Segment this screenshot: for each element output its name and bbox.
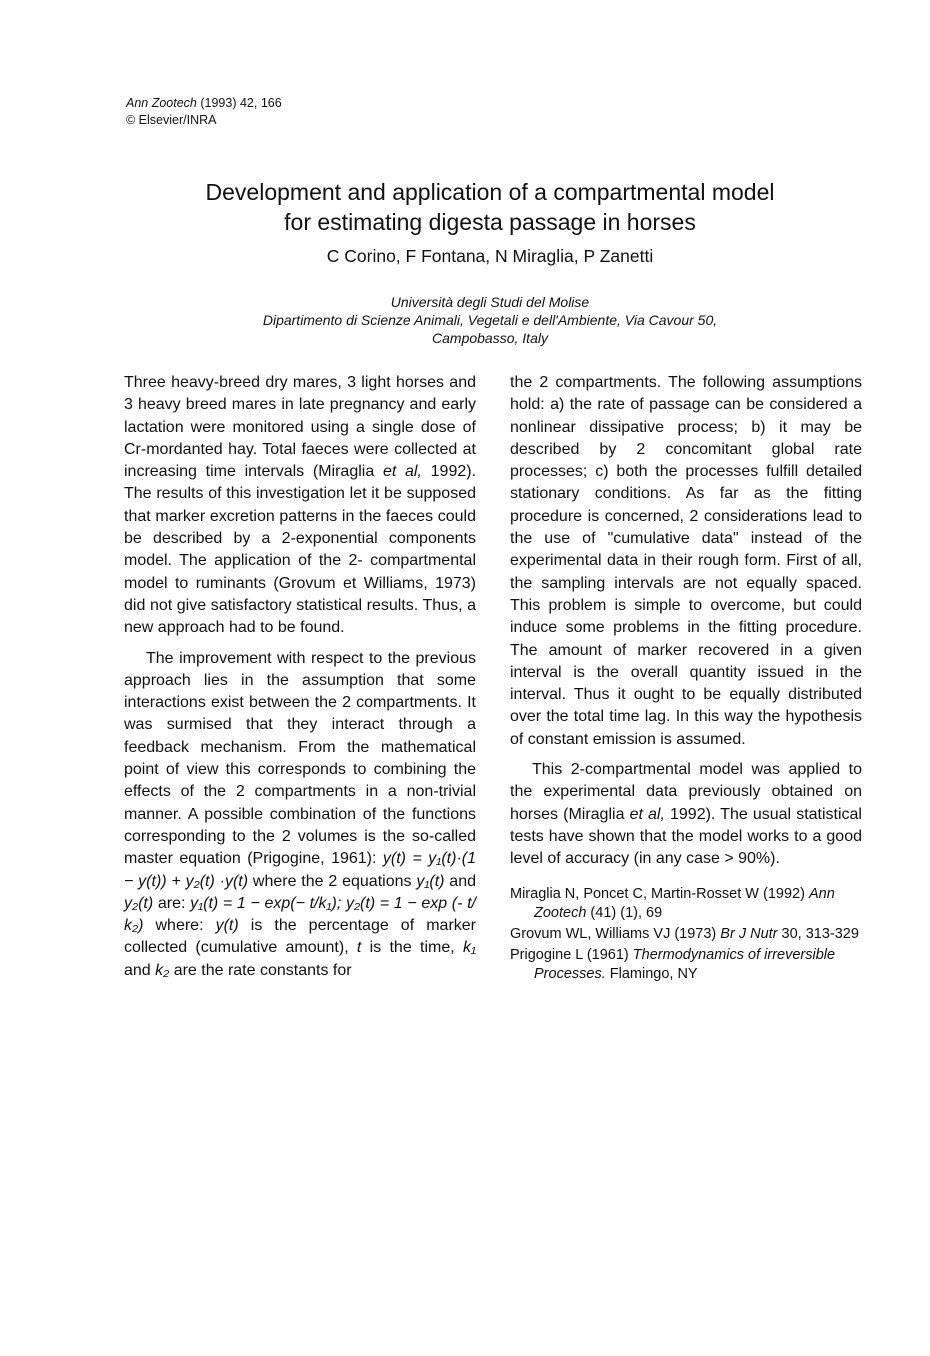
- text: Prigogine L (1961): [510, 946, 633, 963]
- equation-symbol: k₁: [462, 939, 476, 957]
- equation-symbol: y₁(t): [416, 872, 445, 890]
- text: where:: [143, 917, 216, 935]
- paragraph-methods: [124, 372, 476, 640]
- title-line-1: Development and application of a compartmental model: [205, 179, 775, 206]
- text: 30, 313-329: [777, 925, 859, 942]
- et-al: et al,: [382, 463, 422, 481]
- copyright-line: © Elsevier/INRA: [126, 113, 217, 127]
- text: The improvement with respect to the previous approach lies in the assumption that some interactions exist between the 2 compartments. It was surmised that they interact through a feedback mechanism. From the mathematical point of view this corresponds to combining the effects of the 2 compartments in a non-trivial manner. A possible combination of the functions corresponding to the 2 volumes is the so-called master equation (Prigogine, 1961):: [124, 649, 476, 868]
- text: and: [444, 872, 476, 890]
- text: Flamingo, NY: [605, 965, 698, 982]
- text: is the percentage of marker collected (cumulative amount),: [124, 917, 476, 957]
- master-equation: y(t) = y₁(t)·(1 − y(t)) + y₂(t) ·y(t): [124, 850, 476, 890]
- text: Three heavy-breed dry mares, 3 light horses and 3 heavy breed mares in late pregnancy and early lactation were monitored using a single dose of Cr-mordanted hay. Total faeces were collected at increasing time intervals (Miraglia: [124, 374, 476, 481]
- text: and: [124, 961, 156, 979]
- title-line-2: for estimating digesta passage in horses: [284, 209, 696, 236]
- journal-name: Ann Zootech: [126, 96, 197, 110]
- text: Grovum WL, Williams VJ (1973): [510, 925, 721, 942]
- citation-line: [126, 95, 282, 112]
- reference-source: Ann Zootech: [534, 885, 835, 921]
- reference-item: [510, 885, 862, 923]
- equation-symbol: k₂: [155, 961, 170, 979]
- text: 1992). The usual statistical tests have shown that the model works to a good level of accuracy (in any case > 90%).: [510, 805, 862, 868]
- paragraph-model: [124, 648, 476, 982]
- author-list: C Corino, F Fontana, N Miraglia, P Zanetti: [326, 246, 654, 266]
- affiliation-line-1: Università degli Studi del Molise: [390, 294, 590, 310]
- right-column: [510, 372, 862, 986]
- journal-citation: (1993) 42, 166: [196, 96, 282, 110]
- equation-symbol: t: [356, 939, 362, 957]
- affiliation: [90, 293, 890, 347]
- left-column: [124, 372, 476, 982]
- component-equations: y₁(t) = 1 − exp(− t/k₁); y₂(t) = 1 − exp (- t/ k₂): [124, 894, 477, 935]
- reference-source: Thermodynamics of irreversible Processes.: [534, 946, 836, 982]
- paragraph-assumptions: the 2 compartments. The following assumptions hold: a) the rate of passage can be considered a nonlinear dissipative process; b) it may be described by 2 concomitant global rate processes; c) both the processes fulfill detailed stationary conditions. As far as the fitting procedure is concerned, 2 considerations lead to the use of "cumulative data" instead of the experimental data in their rough form. First of all, the sampling intervals are not equally spaced. This problem is simple to overcome, but could induce some problems in the fitting procedure. The amount of marker recovered in a given interval is the overall quantity issued in the interval. Thus it ought to be equally distributed over the total time lag. In this way the hypothesis of constant emission is assumed.: [510, 374, 862, 748]
- text: are the rate constants for: [169, 961, 352, 979]
- reference-list: [510, 885, 862, 984]
- affiliation-line-2: Dipartimento di Scienze Animali, Vegetali e dell'Ambiente, Via Cavour 50,: [262, 312, 718, 328]
- journal-header: [126, 95, 282, 129]
- affiliation-line-3: Campobasso, Italy: [432, 330, 548, 346]
- text: (41) (1), 69: [586, 904, 663, 921]
- text: where the 2 equations: [248, 872, 417, 890]
- text: This 2-compartmental model was applied to the experimental data previously obtained on horses (Miraglia: [510, 761, 862, 823]
- reference-item: [510, 946, 862, 984]
- text: 1992). The results of this investigation let it be supposed that marker excretion patterns in the faeces could be described by a 2-exponential components model. The application of the 2- compartmental model to ruminants (Grovum et Williams, 1973) did not give satisfactory statistical results. Thus, a new approach had to be found.: [124, 463, 477, 637]
- paper-title: [90, 177, 890, 237]
- et-al: et al,: [629, 805, 665, 823]
- text: is the time,: [361, 939, 463, 957]
- equation-symbol: y₂(t): [124, 894, 154, 912]
- reference-source: Br J Nutr: [720, 925, 778, 942]
- text: are:: [153, 894, 191, 912]
- paragraph-results: [510, 759, 862, 870]
- reference-item: [510, 925, 862, 944]
- text: Miraglia N, Poncet C, Martin-Rosset W (1992): [510, 885, 809, 902]
- equation-symbol: y(t): [215, 917, 239, 935]
